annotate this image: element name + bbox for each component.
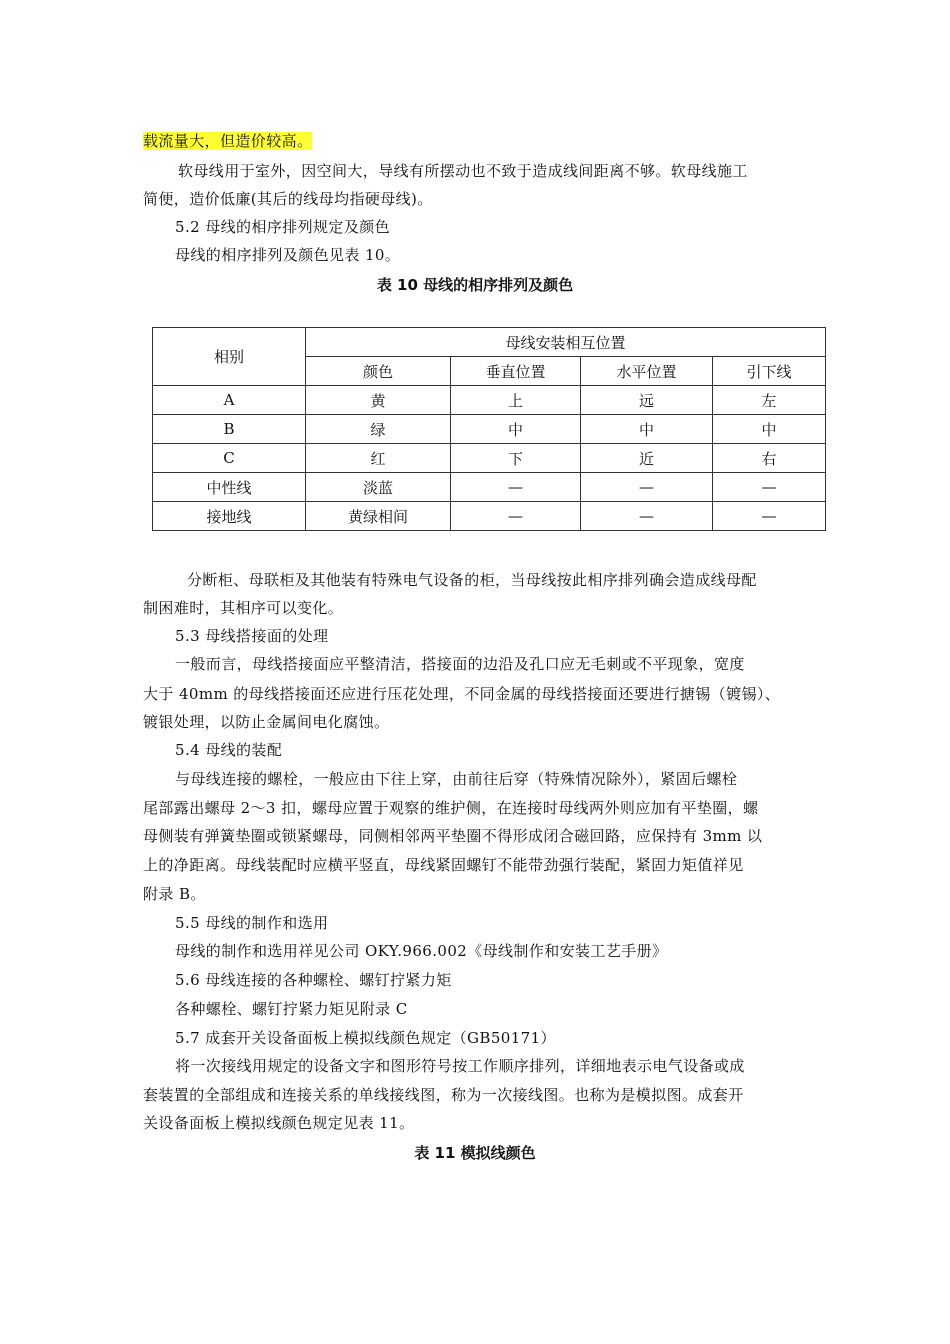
table-cell: 中性线 [153, 473, 306, 502]
table10-caption: 表 10 母线的相序排列及颜色 [376, 276, 574, 294]
table-cell: 上 [451, 386, 581, 415]
highlight-span: 载流量大，但造价较高。 [143, 132, 313, 150]
table-cell: 远 [581, 386, 713, 415]
table-cell: C [153, 444, 306, 473]
section-heading-5-3: 5.3 母线搭接面的处理 [175, 627, 329, 645]
paragraph-line: 母线的相序排列及颜色见表 10。 [175, 246, 401, 264]
section-heading-5-2: 5.2 母线的相序排列规定及颜色 [175, 218, 391, 236]
highlighted-text [143, 131, 312, 151]
paragraph-line: 与母线连接的螺栓，一般应由下往上穿，由前往后穿（特殊情况除外），紧固后螺栓 [175, 770, 738, 788]
paragraph-line: 将一次接线用规定的设备文字和图形符号按工作顺序排列，详细地表示电气设备或成 [175, 1057, 745, 1075]
table11-caption: 表 11 模拟线颜色 [414, 1144, 536, 1162]
paragraph-line: 简便，造价低廉(其后的线母均指硬母线)。 [143, 190, 433, 208]
section-heading-5-5: 5.5 母线的制作和选用 [175, 914, 329, 932]
table10 [152, 327, 826, 531]
table-cell: 左 [713, 386, 826, 415]
section-heading-5-4: 5.4 母线的装配 [175, 741, 283, 759]
table-cell: 黄 [306, 386, 451, 415]
table-cell: 淡蓝 [306, 473, 451, 502]
paragraph-line: 软母线用于室外，因空间大，导线有所摆动也不致于造成线间距离不够。软母线施工 [178, 162, 748, 180]
table-cell: 右 [713, 444, 826, 473]
table-cell: 中 [713, 415, 826, 444]
table-cell: 中 [451, 415, 581, 444]
table10-col-header: 引下线 [713, 357, 826, 386]
paragraph-line: 附录 B。 [143, 885, 206, 903]
table-row [153, 502, 826, 531]
paragraph-line: 母线的制作和选用祥见公司 OKY.966.002《母线制作和安装工艺手册》 [175, 942, 668, 960]
table-row [153, 415, 826, 444]
table-row [153, 473, 826, 502]
paragraph-line: 尾部露出螺母 2～3 扣，螺母应置于观察的维护侧，在连接时母线两外则应加有平垫圈，螺 [143, 799, 759, 817]
table-cell: B [153, 415, 306, 444]
table-cell: 近 [581, 444, 713, 473]
paragraph-line: 母侧装有弹簧垫圈或锁紧螺母，同侧相邻两平垫圈不得形成闭合磁回路，应保持有 3mm 以 [143, 827, 763, 845]
table-cell: — [713, 473, 826, 502]
table10-col-header: 颜色 [306, 357, 451, 386]
paragraph-line: 套装置的全部组成和连接关系的单线接线图，称为一次接线图。也称为是模拟图。成套开 [143, 1086, 744, 1104]
paragraph-line: 各种螺栓、螺钉拧紧力矩见附录 C [175, 1000, 408, 1018]
table-cell: — [581, 502, 713, 531]
paragraph-line: 分断柜、母联柜及其他装有特殊电气设备的柜，当母线按此相序排列确会造成线母配 [187, 571, 757, 589]
table-cell: — [581, 473, 713, 502]
table10-col-header: 水平位置 [581, 357, 713, 386]
table-cell: 黄绿相间 [306, 502, 451, 531]
table-cell: 中 [581, 415, 713, 444]
table-row [153, 386, 826, 415]
table-cell: — [451, 502, 581, 531]
table-cell: 红 [306, 444, 451, 473]
table10-col-header: 垂直位置 [451, 357, 581, 386]
paragraph-line: 大于 40mm 的母线搭接面还应进行压花处理，不同金属的母线搭接面还要进行搪锡（镀锡）、 [143, 685, 781, 703]
table-cell: 下 [451, 444, 581, 473]
table10-header-group: 母线安装相互位置 [306, 328, 826, 357]
paragraph-line: 上的净距离。母线装配时应横平竖直，母线紧固螺钉不能带劲强行装配，紧固力矩值祥见 [143, 856, 744, 874]
table-cell: 绿 [306, 415, 451, 444]
table-row [153, 444, 826, 473]
section-heading-5-7: 5.7 成套开关设备面板上模拟线颜色规定（GB50171） [175, 1029, 556, 1047]
paragraph-line: 镀银处理，以防止金属间电化腐蚀。 [143, 713, 390, 731]
paragraph-line: 关设备面板上模拟线颜色规定见表 11。 [143, 1114, 415, 1132]
paragraph-line: 制困难时，其相序可以变化。 [143, 599, 344, 617]
table-cell: A [153, 386, 306, 415]
paragraph-line: 一般而言，母线搭接面应平整清洁，搭接面的边沿及孔口应无毛刺或不平现象，宽度 [175, 655, 745, 673]
table-cell: 接地线 [153, 502, 306, 531]
table10-header-phase: 相别 [153, 328, 306, 386]
table-cell: — [451, 473, 581, 502]
section-heading-5-6: 5.6 母线连接的各种螺栓、螺钉拧紧力矩 [175, 971, 452, 989]
table-cell: — [713, 502, 826, 531]
